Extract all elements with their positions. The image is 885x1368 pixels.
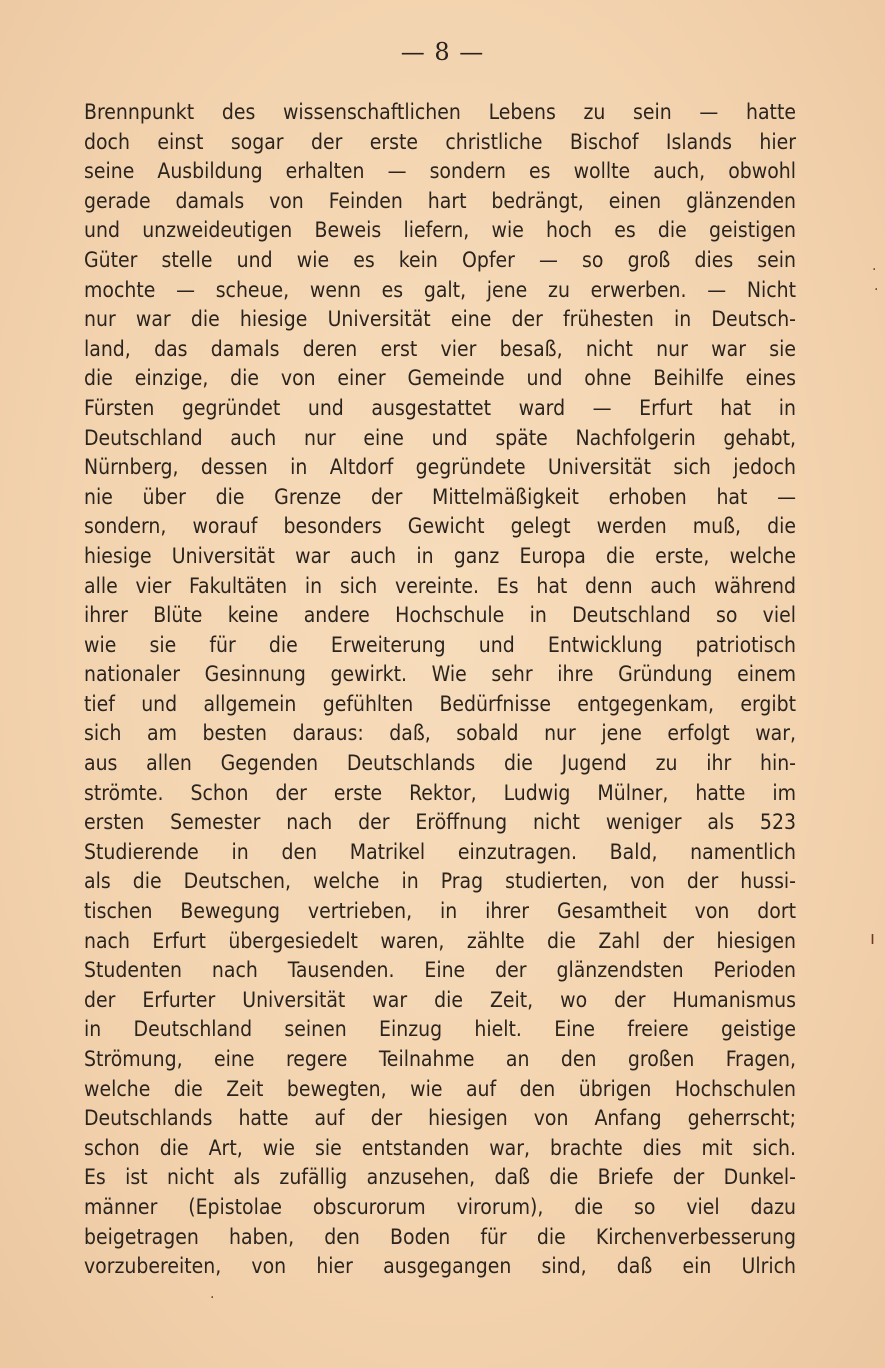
text-line: Nürnberg, dessen in Altdorf gegründete Universität sich jedoch [84,455,796,480]
text-line: tief und allgemein gefühlten Bedürfnisse entgegenkam, ergibt [84,691,796,716]
text-line: Brennpunkt des wissenschaftlichen Lebens zu sein — hatte [84,100,796,124]
text-line: strömte. Schon der erste Rektor, Ludwig Mülner, hatte im [84,780,796,805]
text-line: als die Deutschen, welche in Prag studierten, von der hussi- [84,869,796,894]
text-line: schon die Art, wie sie entstanden war, brachte dies mit sich. [84,1135,796,1160]
text-line: ersten Semester nach der Eröffnung nicht weniger als 523 [84,810,796,835]
page-number: — 8 — [400,38,485,66]
text-line: mochte — scheue, wenn es galt, jene zu erwerben. — Nicht [84,277,796,302]
text-line: beigetragen haben, den Boden für die Kirchenverbesserung [84,1224,796,1249]
text-line: sich am besten daraus: daß, sobald nur jene erfolgt war, [84,721,796,746]
text-line: aus allen Gegenden Deutschlands die Jugend zu ihr hin- [84,751,796,776]
text-line: in Deutschland seinen Einzug hielt. Eine freiere geistige [84,1017,796,1042]
text-line: Strömung, eine regere Teilnahme an den großen Fragen, [84,1047,796,1071]
text-line: nie über die Grenze der Mittelmäßigkeit erhoben hat — [84,484,796,509]
text-line: tischen Bewegung vertrieben, in ihrer Gesamtheit von dort [84,899,796,924]
text-line: Deutschlands hatte auf der hiesigen von Anfang geherrscht; [84,1106,796,1131]
text-line: gerade damals von Feinden hart bedrängt, einen glänzenden [84,188,796,213]
text-line: und unzweideutigen Beweis liefern, wie hoch es die geistigen [84,218,796,243]
text-line: hiesige Universität war auch in ganz Europa die erste, welche [84,543,796,568]
text-line: Studenten nach Tausenden. Eine der glänzendsten Perioden [84,958,796,983]
margin-speck: · [210,1290,215,1306]
margin-speck: · [874,282,879,298]
text-line: ihrer Blüte keine andere Hochschule in Deutschland so viel [84,603,796,628]
margin-speck: ı [870,928,876,949]
text-line: Studierende in den Matrikel einzutragen. Bald, namentlich [84,839,796,864]
text-line: Deutschland auch nur eine und späte Nachfolgerin gehabt, [84,425,796,450]
text-line: nach Erfurt übergesiedelt waren, zählte die Zahl der hiesigen [84,928,796,953]
text-line: doch einst sogar der erste christliche Bischof Islands hier [84,129,796,154]
text-line: nationaler Gesinnung gewirkt. Wie sehr ihre Gründung einem [84,662,796,687]
text-line: alle vier Fakultäten in sich vereinte. Es hat denn auch während [84,573,796,598]
text-line: männer (Epistolae obscurorum virorum), die so viel dazu [84,1194,796,1219]
text-line: wie sie für die Erweiterung und Entwicklung patriotisch [84,632,796,657]
text-line: Fürsten gegründet und ausgestattet ward — Erfurt hat in [84,395,796,420]
text-line: nur war die hiesige Universität eine der frühesten in Deutsch- [84,307,796,332]
text-line: Es ist nicht als zufällig anzusehen, daß die Briefe der Dunkel- [84,1165,796,1190]
text-line: land, das damals deren erst vier besaß, nicht nur war sie [84,336,796,361]
body-text [84,98,796,1282]
margin-speck: · [872,262,877,278]
text-line: vorzubereiten, von hier ausgegangen sind, daß ein Ulrich [84,1254,796,1279]
text-line: die einzige, die von einer Gemeinde und ohne Beihilfe eines [84,366,796,391]
text-line: seine Ausbildung erhalten — sondern es wollte auch, obwohl [84,159,796,184]
text-line: welche die Zeit bewegten, wie auf den übrigen Hochschulen [84,1076,796,1101]
text-line: Güter stelle und wie es kein Opfer — so groß dies sein [84,247,796,272]
text-line: sondern, worauf besonders Gewicht gelegt werden muß, die [84,514,796,539]
text-line: der Erfurter Universität war die Zeit, wo der Humanismus [84,987,796,1012]
